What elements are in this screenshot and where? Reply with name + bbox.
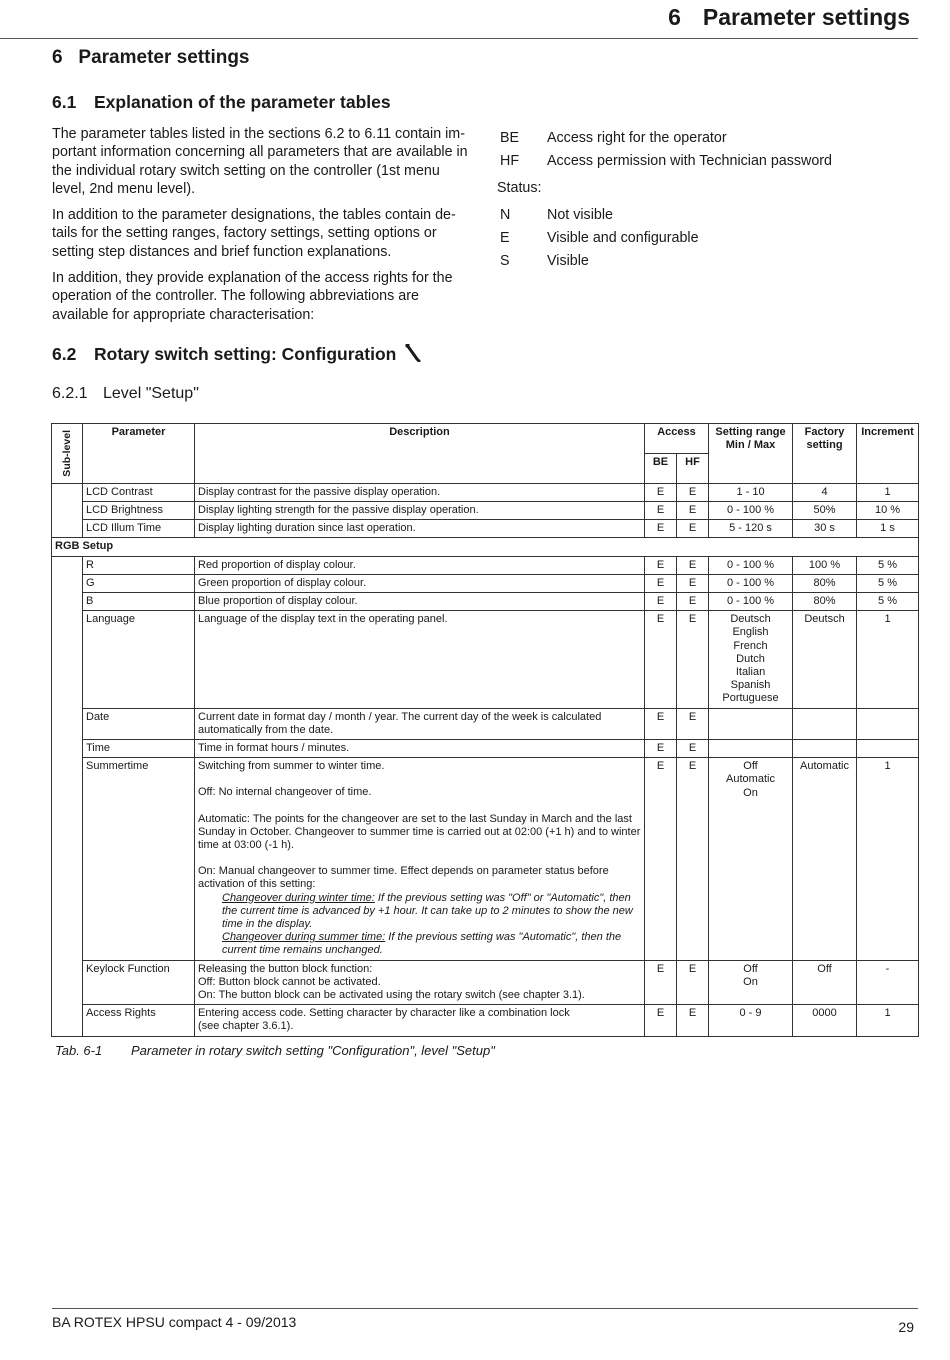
table-row <box>52 574 919 592</box>
be-cell: E <box>645 483 677 501</box>
increment-cell: 5 % <box>857 574 919 592</box>
factory-cell: 30 s <box>793 520 857 538</box>
range-cell: Deutsch English French Dutch Italian Spanish Portuguese <box>709 611 793 708</box>
parameter-table <box>51 423 919 1037</box>
status-item: N Not visible <box>500 207 613 223</box>
description-cell: Blue proportion of display colour. <box>195 592 645 610</box>
parameter-cell: R <box>83 556 195 574</box>
range-cell <box>709 739 793 757</box>
range-cell: 0 - 100 % <box>709 556 793 574</box>
range-cell: 0 - 100 % <box>709 592 793 610</box>
increment-cell: 5 % <box>857 556 919 574</box>
increment-cell: 1 <box>857 758 919 960</box>
hf-cell: E <box>677 592 709 610</box>
factory-cell: 80% <box>793 574 857 592</box>
range-header: Setting range Min / Max <box>709 424 793 484</box>
range-cell <box>709 708 793 739</box>
note-text: If the previous setting was "Automatic", then the current time remains unchanged. <box>222 931 622 957</box>
intro-paragraph: In addition to the parameter designations, the tables contain de-tails for the setting ranges, factory settings, setting options or setting step distances and brief function explanations. <box>52 207 456 260</box>
table-row <box>52 501 919 519</box>
parameter-cell: Date <box>83 708 195 739</box>
increment-cell: 10 % <box>857 501 919 519</box>
hf-header: HF <box>677 453 709 483</box>
parameter-cell: Access Rights <box>83 1005 195 1036</box>
parameter-header: Parameter <box>83 424 195 484</box>
table-caption: Tab. 6-1 Parameter in rotary switch setting "Configuration", level "Setup" <box>55 1043 495 1058</box>
page-number: 29 <box>898 1319 914 1335</box>
table-row <box>52 611 919 708</box>
hf-cell: E <box>677 1005 709 1036</box>
factory-cell <box>793 708 857 739</box>
table-row <box>52 483 919 501</box>
subsection-heading-6-2-1: 6.2.1 Level "Setup" <box>52 385 199 402</box>
chapter-heading: 6 Parameter settings <box>52 47 250 68</box>
increment-cell: - <box>857 960 919 1005</box>
intro-text <box>52 125 477 332</box>
be-cell: E <box>645 739 677 757</box>
note-text: If the previous setting was "Off" or "Automatic", then the current time is advanced by +1 hour. It can take up to 2 minutes to show the new time in the display. <box>222 891 633 930</box>
range-cell: Off Automatic On <box>709 758 793 960</box>
description-cell: Current date in format day / month / year. The current day of the week is calculated automatically from the date. <box>195 708 645 739</box>
parameter-cell: Language <box>83 611 195 708</box>
parameter-cell: LCD Contrast <box>83 483 195 501</box>
running-header-title: 6 Parameter settings <box>668 4 910 30</box>
table-row <box>52 556 919 574</box>
parameter-cell: Keylock Function <box>83 960 195 1005</box>
description-paragraph: Off: No internal changeover of time. <box>198 786 372 799</box>
wrench-icon <box>405 344 421 362</box>
hf-cell: E <box>677 483 709 501</box>
increment-cell: 1 <box>857 1005 919 1036</box>
table-row <box>52 592 919 610</box>
parameter-cell: Summertime <box>83 758 195 960</box>
description-cell: Releasing the button block function: Off: Button block cannot be activated. On: The button block can be activated using the rotary switch (see chapter 3.1). <box>195 960 645 1005</box>
be-cell: E <box>645 611 677 708</box>
description-cell: Green proportion of display colour. <box>195 574 645 592</box>
factory-cell <box>793 739 857 757</box>
be-cell: E <box>645 592 677 610</box>
be-cell: E <box>645 1005 677 1036</box>
range-cell: 1 - 10 <box>709 483 793 501</box>
factory-header: Factory setting <box>793 424 857 484</box>
description-cell: Time in format hours / minutes. <box>195 739 645 757</box>
range-cell: Off On <box>709 960 793 1005</box>
description-cell: Language of the display text in the operating panel. <box>195 611 645 708</box>
factory-cell: 4 <box>793 483 857 501</box>
be-cell: E <box>645 520 677 538</box>
hf-cell: E <box>677 611 709 708</box>
intro-paragraph: In addition, they provide explanation of the access rights for the operation of the controller. The following abbreviations are available for appropriate characterisation: <box>52 270 453 323</box>
description-cell: Red proportion of display colour. <box>195 556 645 574</box>
factory-cell: 100 % <box>793 556 857 574</box>
factory-cell: 0000 <box>793 1005 857 1036</box>
access-header: Access <box>645 424 709 454</box>
status-item: S Visible <box>500 253 589 269</box>
table-row <box>52 708 919 739</box>
factory-cell: 50% <box>793 501 857 519</box>
group-label: RGB Setup <box>52 538 919 556</box>
be-cell: E <box>645 501 677 519</box>
description-note <box>222 892 641 932</box>
increment-cell <box>857 739 919 757</box>
be-cell: E <box>645 556 677 574</box>
increment-cell <box>857 708 919 739</box>
abbreviation-item: BE Access right for the operator <box>500 130 727 146</box>
intro-paragraph: The parameter tables listed in the sections 6.2 to 6.11 contain im-portant information concerning all parameters that are available in the individual rotary switch setting on the controller (1st menu level, 2nd menu level). <box>52 126 468 197</box>
table-row <box>52 739 919 757</box>
hf-cell: E <box>677 960 709 1005</box>
table-row <box>52 1005 919 1036</box>
sublevel-cell <box>52 556 83 1036</box>
abbreviation-list <box>497 130 907 276</box>
description-cell: Display contrast for the passive display operation. <box>195 483 645 501</box>
section-heading-6-1: 6.1 Explanation of the parameter tables <box>52 92 391 112</box>
be-cell: E <box>645 574 677 592</box>
description-header: Description <box>195 424 645 484</box>
factory-cell: Automatic <box>793 758 857 960</box>
increment-header: Increment <box>857 424 919 484</box>
factory-cell: Deutsch <box>793 611 857 708</box>
parameter-cell: LCD Brightness <box>83 501 195 519</box>
parameter-cell: B <box>83 592 195 610</box>
page-footer <box>52 1308 918 1335</box>
note-label: Changeover during summer time: <box>222 931 386 944</box>
increment-cell: 1 <box>857 483 919 501</box>
range-cell: 0 - 9 <box>709 1005 793 1036</box>
increment-cell: 1 <box>857 611 919 708</box>
hf-cell: E <box>677 556 709 574</box>
be-cell: E <box>645 758 677 960</box>
description-paragraph: Switching from summer to winter time. <box>198 760 385 773</box>
sublevel-cell <box>52 483 83 538</box>
description-cell: Display lighting duration since last operation. <box>195 520 645 538</box>
parameter-cell: G <box>83 574 195 592</box>
table-row <box>52 520 919 538</box>
hf-cell: E <box>677 520 709 538</box>
running-header <box>0 0 918 39</box>
abbreviation-item: HF Access permission with Technician password <box>500 153 833 169</box>
range-cell: 0 - 100 % <box>709 501 793 519</box>
description-cell <box>195 758 645 960</box>
status-label: Status: <box>497 180 542 196</box>
be-header: BE <box>645 453 677 483</box>
group-row-rgb-setup <box>52 538 919 556</box>
table-row <box>52 960 919 1005</box>
hf-cell: E <box>677 739 709 757</box>
be-cell: E <box>645 960 677 1005</box>
footer-document-title: BA ROTEX HPSU compact 4 - 09/2013 <box>52 1314 297 1330</box>
increment-cell: 5 % <box>857 592 919 610</box>
status-item: E Visible and configurable <box>500 230 699 246</box>
description-note <box>222 931 641 957</box>
hf-cell: E <box>677 708 709 739</box>
note-label: Changeover during winter time: <box>222 891 375 904</box>
hf-cell: E <box>677 758 709 960</box>
table-row <box>52 758 919 960</box>
range-cell: 0 - 100 % <box>709 574 793 592</box>
table-header-row <box>52 424 919 454</box>
section-heading-6-2: 6.2 Rotary switch setting: Configuration <box>52 344 421 365</box>
parameter-cell: Time <box>83 739 195 757</box>
hf-cell: E <box>677 501 709 519</box>
description-paragraph: On: Manual changeover to summer time. Effect depends on parameter status before activation of this setting: <box>198 865 609 891</box>
range-cell: 5 - 120 s <box>709 520 793 538</box>
hf-cell: E <box>677 574 709 592</box>
factory-cell: 80% <box>793 592 857 610</box>
description-cell: Entering access code. Setting character by character like a combination lock (see chapter 3.6.1). <box>195 1005 645 1036</box>
description-cell: Display lighting strength for the passive display operation. <box>195 501 645 519</box>
parameter-cell: LCD Illum Time <box>83 520 195 538</box>
increment-cell: 1 s <box>857 520 919 538</box>
description-paragraph: Automatic: The points for the changeover are set to the last Sunday in March and the last Sunday in October. Changeover to summer time is carried out at 02:00 (+1 h) and to winter time at 03:00 (-1 h). <box>198 812 641 851</box>
sublevel-header: Sub-level <box>52 424 83 484</box>
be-cell: E <box>645 708 677 739</box>
factory-cell: Off <box>793 960 857 1005</box>
